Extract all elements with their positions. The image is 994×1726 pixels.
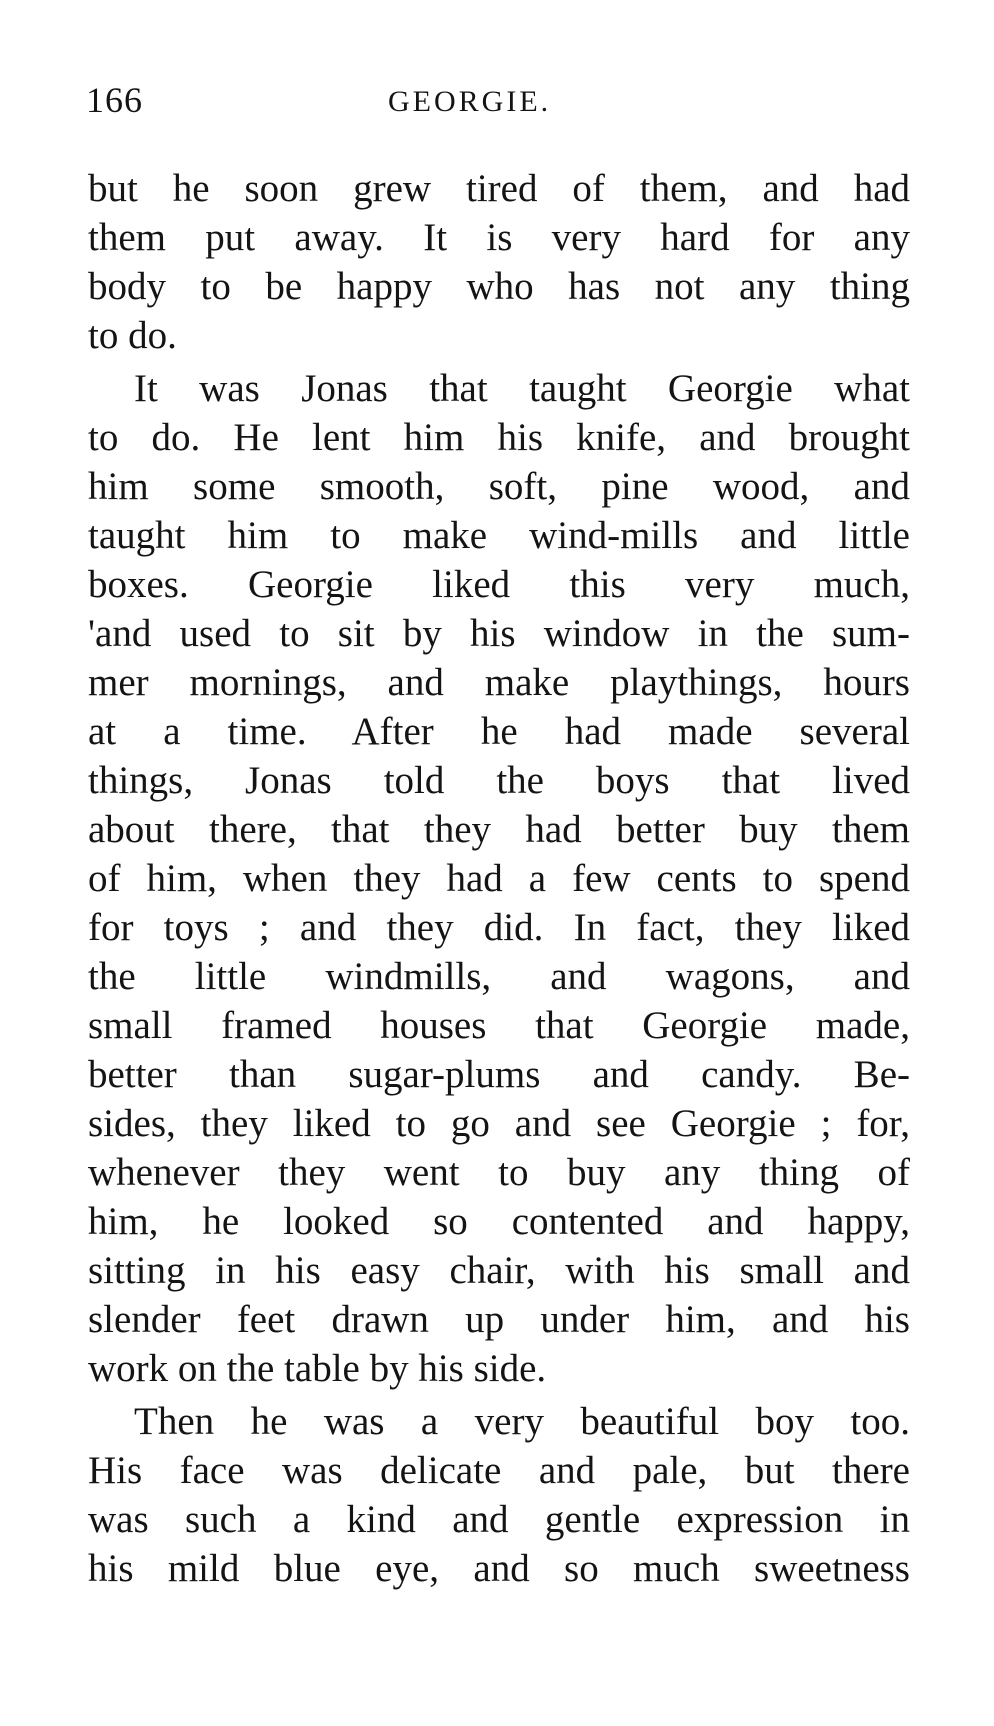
text-line: mer mornings, and make playthings, hours [88,661,910,704]
text-line: slender feet drawn up under him, and his [88,1298,910,1341]
text-line: them put away. It is very hard for any [88,216,910,259]
text-line: was such a kind and gentle expression in [88,1498,910,1541]
body-text [88,164,910,1593]
page-number: 166 [86,80,143,120]
running-title: GEORGIE. [388,85,552,118]
text-line: to do. He lent him his knife, and brought [88,416,910,459]
text-line: him, he looked so contented and happy, [88,1200,910,1243]
text-line: for toys ; and they did. In fact, they liked [88,906,910,949]
paragraph [88,164,910,360]
text-line: work on the table by his side. [88,1347,547,1390]
text-line: things, Jonas told the boys that lived [88,759,910,802]
text-line: his mild blue eye, and so much sweetness [88,1547,910,1590]
text-line: sitting in his easy chair, with his small and [88,1249,910,1292]
text-line: small framed houses that Georgie made, [88,1004,910,1047]
text-line: Then he was a very beautiful boy too. [134,1400,910,1443]
text-line: to do. [88,314,177,357]
text-line: whenever they went to buy any thing of [88,1151,910,1194]
text-line: body to be happy who has not any thing [88,265,910,308]
text-line: boxes. Georgie liked this very much, [88,563,910,606]
text-line: It was Jonas that taught Georgie what [134,367,910,410]
text-line: about there, that they had better buy them [88,808,910,851]
paragraph [88,1397,910,1593]
text-line: sides, they liked to go and see Georgie ; for, [88,1102,910,1145]
text-line: but he soon grew tired of them, and had [88,167,910,210]
text-line: at a time. After he had made several [88,710,910,753]
text-line: taught him to make wind-mills and little [88,514,910,557]
text-line: of him, when they had a few cents to spend [88,857,910,900]
running-head [86,78,606,122]
text-line: him some smooth, soft, pine wood, and [88,465,910,508]
paragraph [88,364,910,1393]
text-line: the little windmills, and wagons, and [88,955,910,998]
text-line: better than sugar-plums and candy. Be- [88,1053,910,1096]
text-line: 'and used to sit by his window in the sum- [88,612,910,655]
text-line: His face was delicate and pale, but there [88,1449,910,1492]
